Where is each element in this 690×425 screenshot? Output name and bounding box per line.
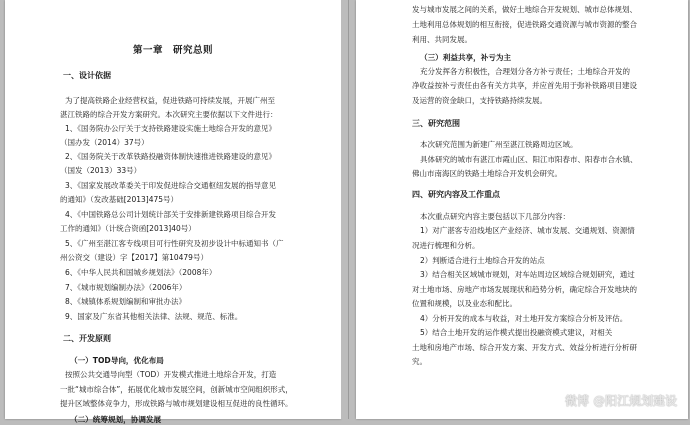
- paragraph-line: 本次重点研究内容主要包括以下几部分内容：: [420, 212, 570, 221]
- paragraph-line: 佛山市南海区的铁路土地综合开发机会研究。: [412, 169, 562, 178]
- paragraph-line: 净收益按补亏责任由各有关方共享，并应首先用于弥补铁路项目建设: [412, 81, 637, 90]
- reference-item-2-cont: （国发（2013）33号）: [60, 166, 142, 175]
- reference-item-3-cont: 的通知》（发改基础[2013]475号）: [60, 195, 179, 204]
- list-item-4: 4）分析开发的成本与收益，对土地开发方案综合分析及评估。: [420, 314, 628, 323]
- left-document-page: [5, 0, 341, 424]
- reference-item-7: 7、《城市规划编制办法》（2006年）: [65, 283, 187, 292]
- section-2-heading: 二、开发原则: [63, 334, 111, 343]
- reference-item-3: 3、《国家发展改革委关于印发促进综合交通枢纽发展的指导意见: [65, 181, 277, 190]
- reference-item-4: 4、《中国铁路总公司计划统计部关于安排新建铁路项目综合开发: [65, 210, 277, 219]
- weibo-watermark: 微博 @阳江规划建设: [565, 394, 678, 408]
- list-item-3-cont: 对土地市场、房地产市场发展现状和趋势分析，确定综合开发地块的: [412, 285, 637, 294]
- reference-item-9: 9、国家及广东省其他相关法律、法规、规范、标准。: [65, 312, 243, 321]
- paragraph-line: 按照公共交通导向型（TOD）开发模式推进土地综合开发，打造: [65, 370, 277, 379]
- reference-item-1-cont: （国办发（2014）37号）: [60, 138, 149, 147]
- list-item-3: 3）结合相关区域城市规划，对车站周边区域综合规划研究，通过: [420, 270, 635, 279]
- paragraph-line: 一批“城市综合体”，拓展优化城市发展空间，创新城市空间组织形式，: [60, 385, 293, 394]
- paragraph-line: 土地利用总体规划的相互衔接，促进铁路交通资源与城市资源的整合: [412, 20, 637, 29]
- paragraph-line: 提升区域整体竞争力，形成铁路与城市规划建设相互促进的良性循环。: [60, 399, 293, 408]
- paragraph-line: 为了提高铁路企业经营权益，促进铁路可持续发展，开展广州至: [65, 96, 275, 105]
- subsection-2-heading: （二）统筹规划，协调发展: [70, 415, 162, 424]
- paragraph-line: 湛江铁路的综合开发方案研究。本次研究主要依据以下文件进行：: [60, 110, 278, 119]
- reference-item-2: 2、《国务院关于改革铁路投融资体制快速推进铁路建设的意见》: [65, 152, 277, 161]
- reference-item-5-cont: 州公资交（建设）字【2017】第10479号）: [60, 253, 208, 262]
- chapter-title: 第一章 研究总则: [132, 45, 213, 56]
- paragraph-line: 利用、共同发展。: [412, 35, 472, 44]
- list-item-5-cont: 究。: [412, 357, 427, 366]
- list-item-1-cont: 况进行梳理和分析。: [412, 241, 480, 250]
- list-item-3-cont: 位置和规模，以及业态和配比。: [412, 299, 517, 308]
- list-item-1: 1）对广湛客专沿线地区产业经济、城市发展、交通规划、资源情: [420, 226, 635, 235]
- section-3-heading: 三、研究范围: [412, 119, 460, 128]
- right-document-page: [356, 0, 688, 419]
- paragraph-line: 具体研究的城市有湛江市霞山区、阳江市阳春市、阳春市合水镇、: [420, 155, 638, 164]
- subsection-1-heading: （一）TOD导向，优化布局: [70, 356, 164, 365]
- reference-item-6: 6、《中华人民共和国城乡规划法》（2008年）: [65, 268, 217, 277]
- reference-item-5: 5、《广州至湛江客专线项目可行性研究及初步设计中标通知书（广: [65, 239, 284, 248]
- paragraph-line: 发与城市发展之间的关系，做好土地综合开发规划、城市总体规划、: [412, 5, 637, 14]
- page-divider: [348, 0, 349, 419]
- reference-item-1: 1、《国务院办公厅关于支持铁路建设实施土地综合开发的意见》: [65, 124, 277, 133]
- section-1-heading: 一、设计依据: [63, 71, 111, 80]
- list-item-5-cont: 土地和房地产市场、综合开发方案、开发方式、效益分析进行分析研: [412, 343, 637, 352]
- paragraph-line: 本次研究范围为新建广州至湛江铁路周边区域。: [420, 140, 578, 149]
- reference-item-8: 8、《城镇体系规划编制和审批办法》: [65, 297, 187, 306]
- reference-item-4-cont: 工作的通知》（计统合资函[2013]40号）: [60, 224, 196, 233]
- list-item-2: 2）判断适合进行土地综合开发的站点: [420, 256, 545, 265]
- section-4-heading: 四、研究内容及工作重点: [412, 190, 500, 199]
- list-item-5: 5）结合土地开发的运作模式提出投融资模式建议，对相关: [420, 328, 613, 337]
- paragraph-line: 充分发挥各方积极性，合理划分各方补亏责任；土地综合开发的: [420, 67, 630, 76]
- subsection-3-heading: （三）利益共享，补亏为主: [420, 53, 512, 62]
- paragraph-line: 及运营的资金缺口，支持铁路持续发展。: [412, 96, 547, 105]
